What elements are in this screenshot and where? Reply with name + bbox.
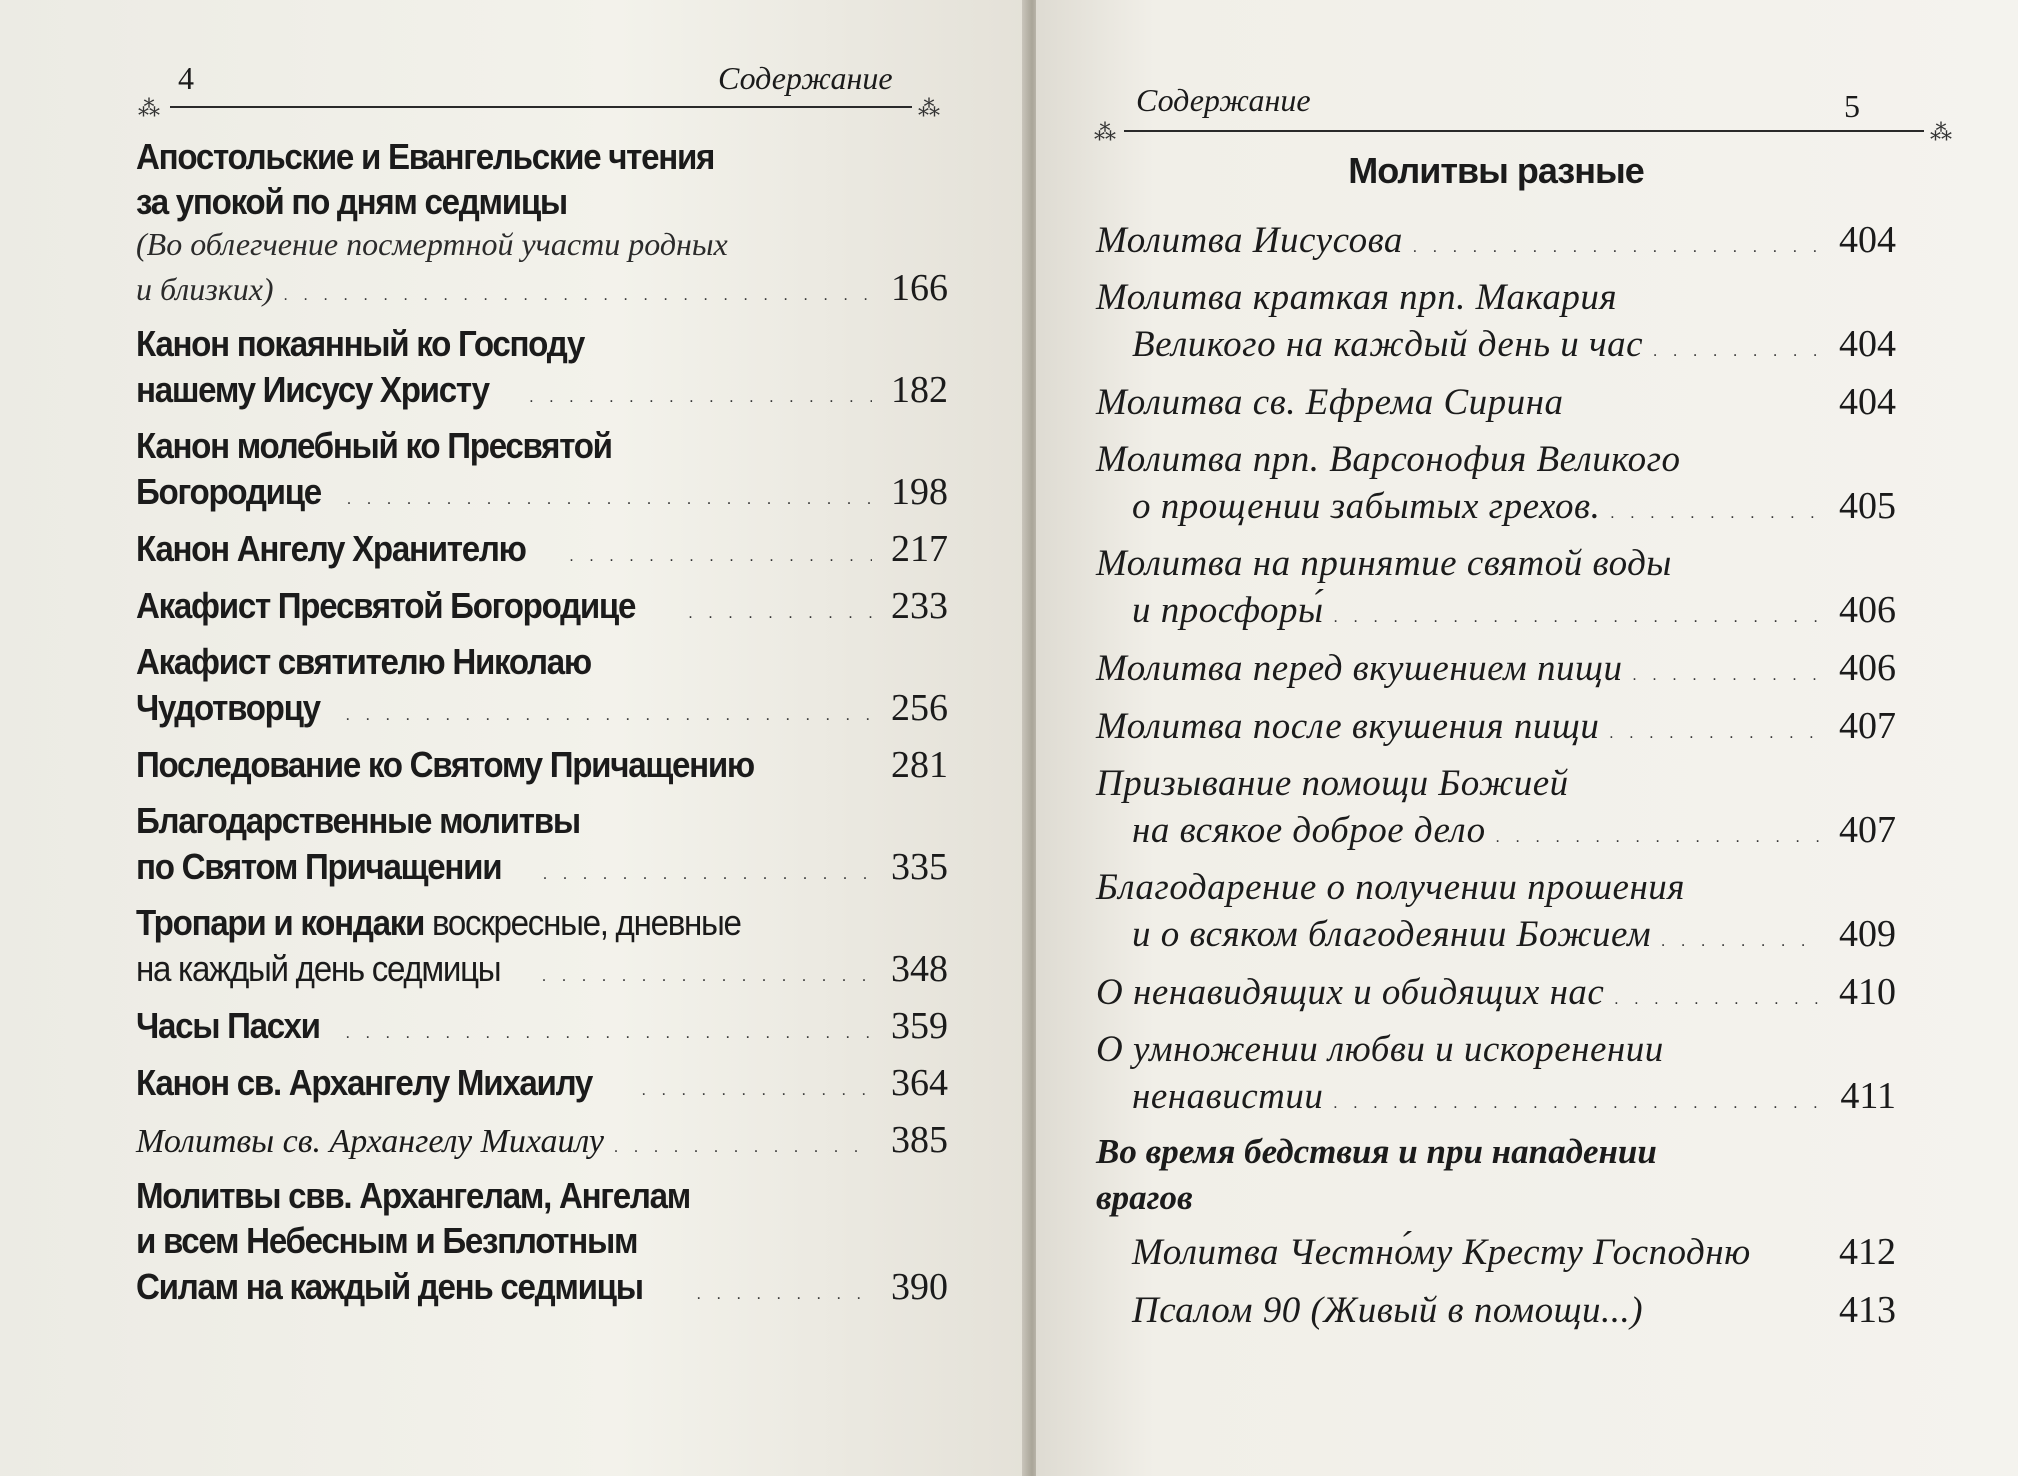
section-title: Молитвы разные: [1348, 150, 1644, 191]
toc-page: 410: [1839, 971, 1896, 1013]
toc-entry: [136, 323, 948, 413]
toc-entry: [1096, 704, 1896, 750]
toc-title: Благодарственные молитвы: [136, 800, 580, 841]
toc-page: 406: [1839, 647, 1896, 689]
toc-entry: [136, 1118, 948, 1163]
toc-list: [1096, 150, 1896, 1346]
toc-entry: [1096, 646, 1896, 692]
running-head: Содержание: [718, 60, 893, 96]
toc-page: 413: [1839, 1289, 1896, 1331]
toc-entry: [136, 584, 948, 629]
leader-dots: [346, 707, 872, 725]
leader-dots: [569, 548, 872, 566]
leader-dots: [347, 491, 872, 509]
toc-page: 364: [891, 1062, 948, 1104]
toc-entry: [1096, 380, 1896, 426]
toc-title: Молитва Честно́му Кресту Господню: [1132, 1232, 1751, 1273]
ornament-icon: ⁂: [918, 96, 940, 121]
toc-title: и всем Небесным и Безплотным: [136, 1220, 638, 1261]
toc-title: Часы Пасхи: [136, 1005, 320, 1046]
leader-dots: [1334, 609, 1820, 627]
leader-dots: [1413, 239, 1820, 257]
leader-dots: [529, 389, 872, 407]
toc-title: за упокой по дням седмицы: [136, 181, 567, 222]
toc-title: Апостольские и Евангельские чтения: [136, 136, 715, 177]
toc-title: Молитва прп. Варсонофия Великого: [1096, 439, 1681, 480]
toc-page: 182: [891, 369, 948, 411]
toc-entry: [1096, 762, 1896, 854]
leader-dots: [1333, 1095, 1820, 1113]
toc-title: Молитва на принятие святой воды: [1096, 543, 1672, 584]
toc-title: Канон покаянный ко Господу: [136, 323, 584, 364]
toc-title: Чудотворцу: [136, 687, 320, 728]
leader-dots: [1661, 933, 1820, 951]
toc-page: 411: [1840, 1075, 1896, 1117]
toc-note: (Во облегчение посмертной участи родных: [136, 226, 728, 262]
toc-entry: [1096, 542, 1896, 634]
toc-title: по Святом Причащении: [136, 846, 502, 887]
toc-page: 233: [891, 585, 948, 627]
toc-page: 407: [1839, 809, 1896, 851]
toc-entry: [1096, 970, 1896, 1016]
leader-dots: [1614, 991, 1820, 1009]
toc-page: 348: [891, 948, 948, 990]
toc-title: Великого на каждый день и час: [1132, 324, 1644, 365]
ornament-icon: ⁂: [138, 96, 160, 121]
toc-page: 217: [891, 528, 948, 570]
toc-title: Акафист святителю Николаю: [136, 641, 591, 682]
toc-page: 281: [891, 744, 948, 786]
header-rule: [1124, 130, 1924, 132]
leader-dots: [614, 1139, 872, 1157]
leader-dots: [697, 1286, 872, 1304]
toc-title: Молитва перед вкушением пищи: [1096, 648, 1623, 689]
subsection-heading: [1096, 1132, 1896, 1218]
toc-entry: [1096, 1028, 1896, 1120]
toc-entry: [1096, 1230, 1896, 1276]
toc-title: на каждый день седмицы: [136, 948, 501, 989]
toc-entry: [136, 425, 948, 515]
toc-entry: [136, 800, 948, 890]
header-rule: [170, 106, 912, 108]
leader-dots: [1496, 829, 1820, 847]
toc-page: 409: [1839, 913, 1896, 955]
toc-title: нашему Иисусу Христу: [136, 369, 489, 410]
toc-page: 404: [1839, 219, 1896, 261]
toc-page: 385: [891, 1119, 948, 1161]
page-number: 4: [178, 60, 194, 96]
toc-page: 335: [891, 846, 948, 888]
toc-entry: [1096, 276, 1896, 368]
toc-title: о прощении забытых грехов.: [1132, 486, 1601, 527]
toc-entry: [136, 1004, 948, 1049]
leader-dots: [642, 1082, 872, 1100]
leader-dots: [1609, 725, 1820, 743]
toc-title: Акафист Пресвятой Богородице: [136, 585, 636, 626]
toc-entry: [1096, 866, 1896, 958]
toc-page: 390: [891, 1266, 948, 1308]
toc-page: 405: [1839, 485, 1896, 527]
page-number: 5: [1844, 88, 1860, 124]
leader-dots: [542, 968, 872, 986]
toc-entry: [1096, 438, 1896, 530]
leader-dots: [1632, 667, 1820, 685]
toc-title: Молитвы св. Архангелу Михаилу: [136, 1123, 605, 1160]
toc-entry: [1096, 1288, 1896, 1334]
toc-entry: [136, 641, 948, 731]
toc-title: Молитва краткая прп. Макария: [1096, 277, 1618, 318]
toc-entry: [136, 136, 948, 311]
toc-title: О умножении любви и искоренении: [1096, 1029, 1664, 1070]
toc-entry: [136, 527, 948, 572]
ornament-icon: ⁂: [1930, 120, 1952, 145]
leader-dots: [543, 866, 872, 884]
toc-page: 406: [1839, 589, 1896, 631]
toc-title: и о всяком благодеянии Божием: [1132, 914, 1652, 955]
toc-page: 412: [1839, 1231, 1896, 1273]
toc-title: Канон св. Архангелу Михаилу: [136, 1062, 593, 1103]
toc-page: 404: [1839, 381, 1896, 423]
toc-title: Молитва Иисусова: [1096, 220, 1403, 261]
ornament-icon: ⁂: [1094, 120, 1116, 145]
toc-title: и просфоры́: [1132, 590, 1324, 631]
toc-title: Молитвы свв. Архангелам, Ангелам: [136, 1175, 691, 1216]
toc-note: и близких): [136, 271, 274, 307]
toc-page: 404: [1839, 323, 1896, 365]
leader-dots: [346, 1025, 872, 1043]
toc-entry: [136, 1175, 948, 1310]
toc-title: Псалом 90 (Живый в помощи...): [1132, 1290, 1644, 1331]
subsection-title: Во время бедствия и при нападении: [1096, 1132, 1657, 1171]
subsection-title: врагов: [1096, 1178, 1193, 1217]
toc-title: Канон Ангелу Хранителю: [136, 528, 526, 569]
toc-entry: [136, 1061, 948, 1106]
toc-title: Благодарение о получении прошения: [1096, 867, 1686, 908]
toc-title: на всякое доброе дело: [1132, 810, 1486, 851]
toc-title: Силам на каждый день седмицы: [136, 1266, 643, 1307]
toc-title: Богородице: [136, 471, 321, 512]
toc-title: ненавистии: [1132, 1076, 1324, 1117]
toc-list: [136, 136, 948, 1322]
toc-title: О ненавидящих и обидящих нас: [1096, 972, 1605, 1013]
toc-page: 256: [891, 687, 948, 729]
toc-entry: [1096, 218, 1896, 264]
toc-page: 198: [891, 471, 948, 513]
toc-page: 359: [891, 1005, 948, 1047]
toc-title: Призывание помощи Божией: [1096, 763, 1569, 804]
running-head: Содержание: [1136, 82, 1311, 118]
toc-title: Последование ко Святому Причащению: [136, 744, 754, 785]
leader-dots: [1610, 505, 1820, 523]
leader-dots: [1653, 343, 1820, 361]
leader-dots: [689, 605, 872, 623]
toc-title: Молитва после вкушения пищи: [1096, 706, 1600, 747]
toc-entry: [136, 902, 948, 992]
toc-page: 407: [1839, 705, 1896, 747]
toc-entry: [136, 743, 948, 788]
toc-title: Тропари и кондаки воскресные, дневные: [136, 902, 741, 943]
toc-title: Канон молебный ко Пресвятой: [136, 425, 612, 466]
leader-dots: [284, 287, 872, 305]
toc-page: 166: [891, 267, 948, 309]
toc-title: Молитва св. Ефрема Сирина: [1096, 382, 1564, 423]
